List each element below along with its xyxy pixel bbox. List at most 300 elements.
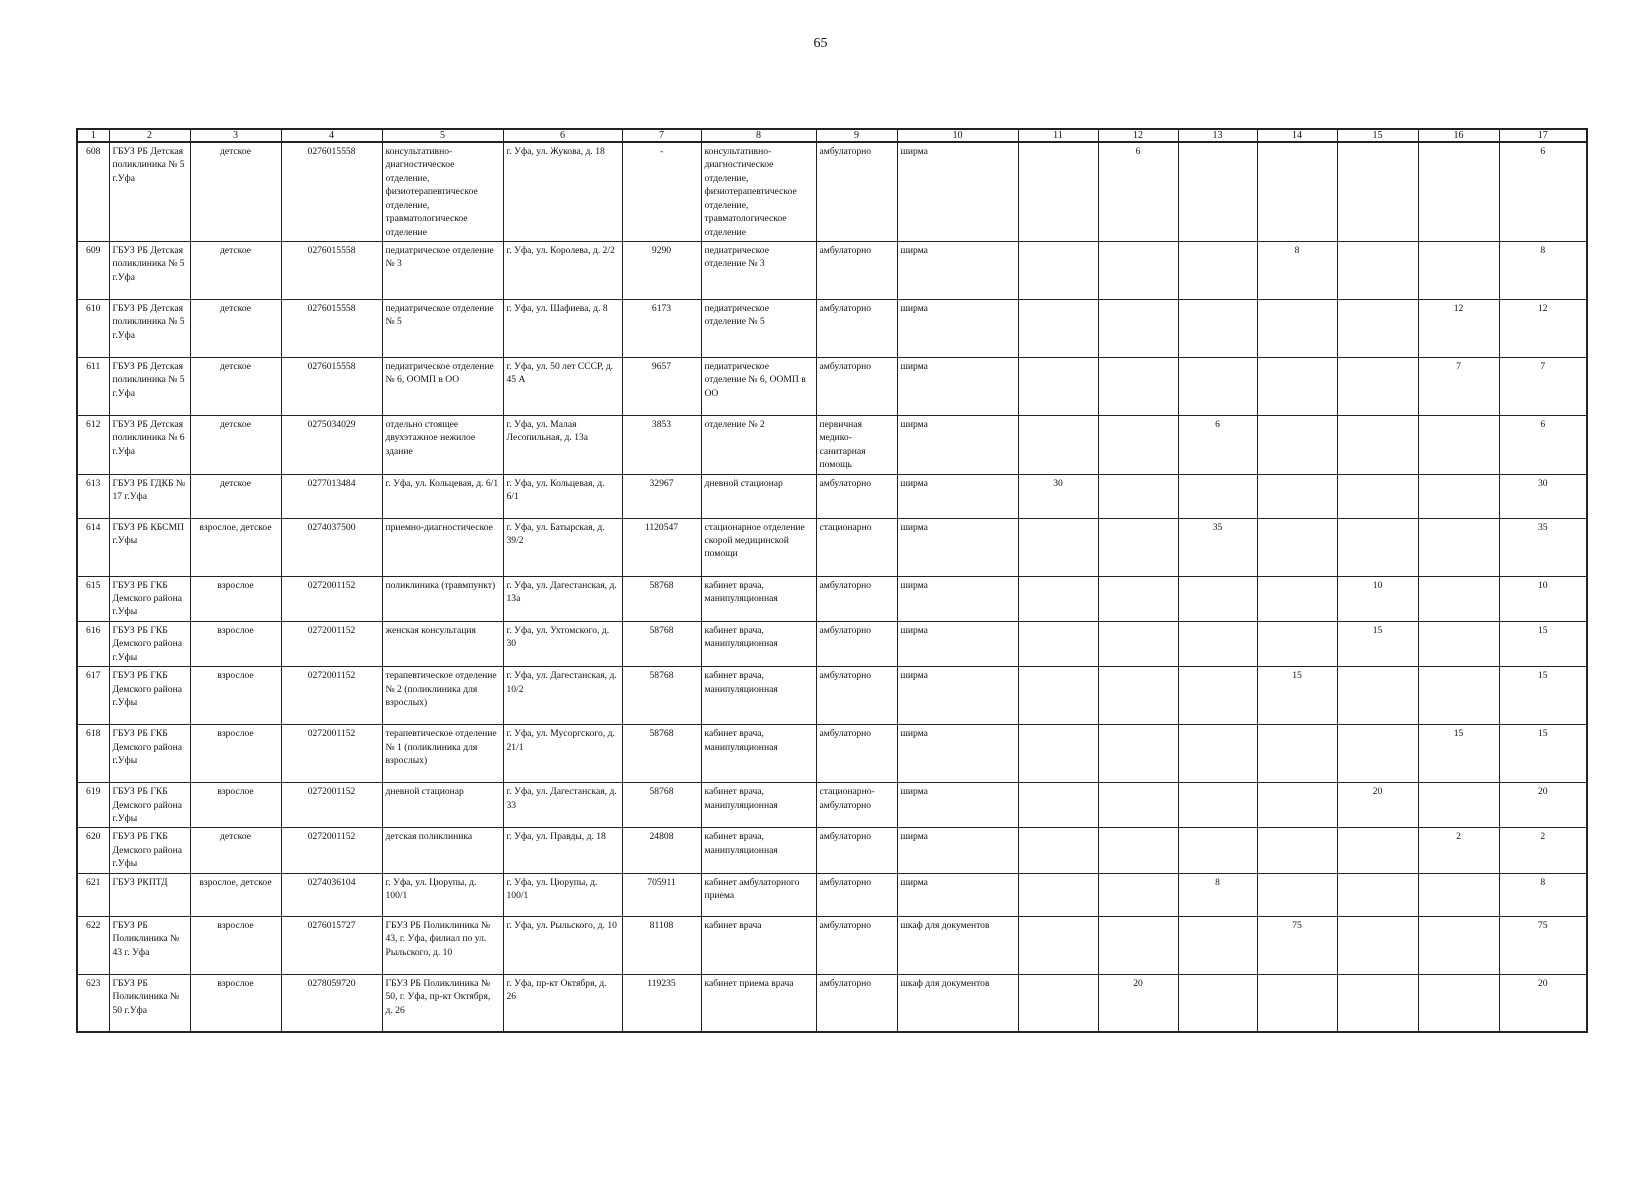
cell-category: детское: [190, 828, 281, 873]
cell-area: 58768: [622, 576, 701, 621]
cell-area: 9290: [622, 241, 701, 299]
cell-col-15: [1337, 142, 1418, 241]
cell-col-16: 15: [1418, 725, 1499, 783]
cell-col-17: 8: [1499, 241, 1587, 299]
column-header-10: 10: [897, 129, 1018, 142]
cell-col-12: [1098, 576, 1178, 621]
cell-col-17: 7: [1499, 357, 1587, 415]
header-row: [77, 129, 1587, 142]
cell-unit: кабинет врача, манипуляционная: [701, 828, 816, 873]
cell-row-number: 610: [77, 299, 109, 357]
cell-col-14: [1257, 725, 1337, 783]
cell-care-mode: амбулаторно: [816, 873, 897, 916]
cell-area: 58768: [622, 621, 701, 666]
cell-col-14: 15: [1257, 667, 1337, 725]
cell-inn: 0272001152: [281, 667, 382, 725]
cell-col-15: [1337, 299, 1418, 357]
cell-care-mode: амбулаторно: [816, 621, 897, 666]
cell-address: г. Уфа, ул. Правды, д. 18: [503, 828, 622, 873]
cell-unit: кабинет врача, манипуляционная: [701, 667, 816, 725]
cell-col-11: [1018, 873, 1098, 916]
cell-unit: стационарное отделение скорой медицинской помощи: [701, 518, 816, 576]
cell-address: г. Уфа, ул. Жукова, д. 18: [503, 142, 622, 241]
cell-col-11: [1018, 241, 1098, 299]
cell-col-11: [1018, 916, 1098, 974]
table-body: [77, 142, 1587, 1032]
cell-col-11: [1018, 725, 1098, 783]
cell-col-17: 75: [1499, 916, 1587, 974]
cell-unit: кабинет врача, манипуляционная: [701, 783, 816, 828]
cell-category: детское: [190, 357, 281, 415]
table-row: [77, 357, 1587, 415]
cell-col-11: [1018, 828, 1098, 873]
cell-organization: ГБУЗ РБ ГКБ Демского района г.Уфы: [109, 576, 190, 621]
cell-care-mode: стационарно: [816, 518, 897, 576]
cell-col-15: [1337, 518, 1418, 576]
cell-address: г. Уфа, ул. Шафиева, д. 8: [503, 299, 622, 357]
cell-col-16: [1418, 621, 1499, 666]
cell-inn: 0278059720: [281, 974, 382, 1032]
cell-col-16: [1418, 142, 1499, 241]
cell-col-14: 8: [1257, 241, 1337, 299]
cell-organization: ГБУЗ РБ Поликлиника № 43 г. Уфа: [109, 916, 190, 974]
table-row: [77, 142, 1587, 241]
cell-unit: кабинет приема врача: [701, 974, 816, 1032]
cell-unit: кабинет амбулаторного приема: [701, 873, 816, 916]
cell-col-14: [1257, 142, 1337, 241]
cell-row-number: 617: [77, 667, 109, 725]
cell-division: поликлиника (травмпункт): [382, 576, 503, 621]
cell-col-14: 75: [1257, 916, 1337, 974]
cell-organization: ГБУЗ РБ ГКБ Демского района г.Уфы: [109, 621, 190, 666]
table-row: [77, 783, 1587, 828]
table-row: [77, 415, 1587, 474]
page-number: 65: [813, 36, 828, 51]
column-header-8: 8: [701, 129, 816, 142]
cell-organization: ГБУЗ РБ ГКБ Демского района г.Уфы: [109, 783, 190, 828]
cell-care-mode: амбулаторно: [816, 667, 897, 725]
cell-address: г. Уфа, ул. Дагестанская, д. 13а: [503, 576, 622, 621]
cell-equipment-item: ширма: [897, 667, 1018, 725]
table-row: [77, 667, 1587, 725]
cell-row-number: 613: [77, 474, 109, 518]
cell-col-14: [1257, 576, 1337, 621]
cell-inn: 0272001152: [281, 621, 382, 666]
cell-inn: 0272001152: [281, 576, 382, 621]
cell-col-12: [1098, 474, 1178, 518]
cell-col-11: 30: [1018, 474, 1098, 518]
cell-equipment-item: ширма: [897, 357, 1018, 415]
cell-address: г. Уфа, ул. Дагестанская, д. 10/2: [503, 667, 622, 725]
cell-equipment-item: ширма: [897, 241, 1018, 299]
cell-area: 1120547: [622, 518, 701, 576]
table-row: [77, 621, 1587, 666]
cell-address: г. Уфа, ул. Цюрупы, д. 100/1: [503, 873, 622, 916]
cell-col-17: 15: [1499, 621, 1587, 666]
column-header-6: 6: [503, 129, 622, 142]
table-row: [77, 916, 1587, 974]
cell-col-17: 12: [1499, 299, 1587, 357]
cell-col-13: [1178, 783, 1257, 828]
cell-category: взрослое, детское: [190, 873, 281, 916]
cell-row-number: 616: [77, 621, 109, 666]
cell-inn: 0276015558: [281, 299, 382, 357]
cell-col-15: 10: [1337, 576, 1418, 621]
cell-inn: 0275034029: [281, 415, 382, 474]
cell-care-mode: стационарно-амбулаторно: [816, 783, 897, 828]
table-row: [77, 474, 1587, 518]
column-header-13: 13: [1178, 129, 1257, 142]
cell-area: 119235: [622, 974, 701, 1032]
cell-col-15: [1337, 357, 1418, 415]
cell-col-16: [1418, 873, 1499, 916]
cell-row-number: 623: [77, 974, 109, 1032]
cell-care-mode: амбулаторно: [816, 974, 897, 1032]
cell-organization: ГБУЗ РБ Детская поликлиника № 5 г.Уфа: [109, 241, 190, 299]
cell-col-16: [1418, 415, 1499, 474]
cell-division: консультативно-диагностическое отделение, физиотерапевтическое отделение, травматологическое отделение: [382, 142, 503, 241]
cell-organization: ГБУЗ РБ КБСМП г.Уфы: [109, 518, 190, 576]
cell-division: ГБУЗ РБ Поликлиника № 50, г. Уфа, пр-кт Октября, д. 26: [382, 974, 503, 1032]
cell-col-16: [1418, 783, 1499, 828]
cell-col-15: [1337, 916, 1418, 974]
cell-care-mode: амбулаторно: [816, 142, 897, 241]
cell-row-number: 614: [77, 518, 109, 576]
cell-address: г. Уфа, ул. Рыльского, д. 10: [503, 916, 622, 974]
cell-col-14: [1257, 415, 1337, 474]
cell-col-16: [1418, 974, 1499, 1032]
cell-care-mode: амбулаторно: [816, 474, 897, 518]
cell-inn: 0272001152: [281, 725, 382, 783]
cell-equipment-item: ширма: [897, 576, 1018, 621]
cell-inn: 0274036104: [281, 873, 382, 916]
cell-col-12: [1098, 357, 1178, 415]
cell-col-13: [1178, 474, 1257, 518]
cell-organization: ГБУЗ РБ ГКБ Демского района г.Уфы: [109, 667, 190, 725]
cell-col-17: 6: [1499, 142, 1587, 241]
cell-col-15: [1337, 415, 1418, 474]
cell-organization: ГБУЗ РБ ГДКБ № 17 г.Уфа: [109, 474, 190, 518]
cell-col-14: [1257, 474, 1337, 518]
cell-category: взрослое: [190, 621, 281, 666]
cell-row-number: 609: [77, 241, 109, 299]
cell-care-mode: амбулаторно: [816, 357, 897, 415]
cell-col-12: [1098, 828, 1178, 873]
column-header-11: 11: [1018, 129, 1098, 142]
cell-col-16: 2: [1418, 828, 1499, 873]
cell-category: детское: [190, 415, 281, 474]
cell-address: г. Уфа, ул. Кольцевая, д. 6/1: [503, 474, 622, 518]
cell-col-13: [1178, 916, 1257, 974]
cell-division: женская консультация: [382, 621, 503, 666]
cell-col-17: 35: [1499, 518, 1587, 576]
cell-col-12: 6: [1098, 142, 1178, 241]
table-row: [77, 241, 1587, 299]
cell-col-13: [1178, 142, 1257, 241]
cell-organization: ГБУЗ РКПТД: [109, 873, 190, 916]
cell-col-13: [1178, 576, 1257, 621]
cell-col-14: [1257, 621, 1337, 666]
cell-unit: дневной стационар: [701, 474, 816, 518]
table-row: [77, 828, 1587, 873]
cell-inn: 0276015558: [281, 241, 382, 299]
cell-col-15: [1337, 725, 1418, 783]
cell-care-mode: амбулаторно: [816, 725, 897, 783]
cell-unit: кабинет врача, манипуляционная: [701, 621, 816, 666]
cell-address: г. Уфа, ул. Малая Лесопильная, д. 13а: [503, 415, 622, 474]
cell-row-number: 622: [77, 916, 109, 974]
cell-col-17: 30: [1499, 474, 1587, 518]
cell-address: г. Уфа, ул. Батырская, д. 39/2: [503, 518, 622, 576]
cell-col-16: 7: [1418, 357, 1499, 415]
cell-col-12: [1098, 241, 1178, 299]
cell-division: г. Уфа, ул. Цюрупы, д. 100/1: [382, 873, 503, 916]
cell-area: 3853: [622, 415, 701, 474]
cell-col-14: [1257, 518, 1337, 576]
cell-organization: ГБУЗ РБ Детская поликлиника № 5 г.Уфа: [109, 299, 190, 357]
column-header-5: 5: [382, 129, 503, 142]
cell-address: г. Уфа, ул. Ухтомского, д. 30: [503, 621, 622, 666]
cell-col-11: [1018, 357, 1098, 415]
cell-unit: кабинет врача, манипуляционная: [701, 725, 816, 783]
cell-row-number: 618: [77, 725, 109, 783]
column-header-3: 3: [190, 129, 281, 142]
cell-care-mode: амбулаторно: [816, 916, 897, 974]
cell-category: взрослое: [190, 667, 281, 725]
cell-col-12: [1098, 667, 1178, 725]
cell-division: педиатрическое отделение № 3: [382, 241, 503, 299]
cell-unit: кабинет врача: [701, 916, 816, 974]
cell-organization: ГБУЗ РБ Детская поликлиника № 6 г.Уфа: [109, 415, 190, 474]
cell-col-13: [1178, 299, 1257, 357]
cell-col-14: [1257, 828, 1337, 873]
cell-col-11: [1018, 518, 1098, 576]
cell-col-12: [1098, 725, 1178, 783]
cell-unit: отделение № 2: [701, 415, 816, 474]
cell-col-14: [1257, 974, 1337, 1032]
cell-organization: ГБУЗ РБ ГКБ Демского района г.Уфы: [109, 828, 190, 873]
cell-equipment-item: ширма: [897, 621, 1018, 666]
cell-col-15: [1337, 873, 1418, 916]
cell-inn: 0272001152: [281, 783, 382, 828]
cell-col-12: [1098, 415, 1178, 474]
cell-col-13: 8: [1178, 873, 1257, 916]
cell-col-15: 15: [1337, 621, 1418, 666]
cell-address: г. Уфа, ул. Королева, д. 2/2: [503, 241, 622, 299]
cell-category: взрослое: [190, 974, 281, 1032]
cell-col-11: [1018, 783, 1098, 828]
cell-area: 6173: [622, 299, 701, 357]
cell-col-12: [1098, 783, 1178, 828]
cell-organization: ГБУЗ РБ Детская поликлиника № 5 г.Уфа: [109, 357, 190, 415]
cell-col-13: [1178, 621, 1257, 666]
cell-equipment-item: ширма: [897, 474, 1018, 518]
cell-col-16: [1418, 241, 1499, 299]
cell-row-number: 611: [77, 357, 109, 415]
cell-row-number: 608: [77, 142, 109, 241]
cell-inn: 0276015558: [281, 357, 382, 415]
cell-care-mode: первичная медико-санитарная помощь: [816, 415, 897, 474]
cell-division: дневной стационар: [382, 783, 503, 828]
cell-organization: ГБУЗ РБ Поликлиника № 50 г.Уфа: [109, 974, 190, 1032]
cell-division: приемно-диагностическое: [382, 518, 503, 576]
table-row: [77, 576, 1587, 621]
cell-division: педиатрическое отделение № 5: [382, 299, 503, 357]
cell-area: 58768: [622, 667, 701, 725]
cell-col-12: [1098, 873, 1178, 916]
cell-unit: кабинет врача, манипуляционная: [701, 576, 816, 621]
cell-col-14: [1257, 299, 1337, 357]
cell-unit: педиатрическое отделение № 5: [701, 299, 816, 357]
cell-col-16: [1418, 518, 1499, 576]
cell-category: взрослое: [190, 576, 281, 621]
column-header-9: 9: [816, 129, 897, 142]
cell-col-16: [1418, 474, 1499, 518]
cell-col-13: 35: [1178, 518, 1257, 576]
table-row: [77, 299, 1587, 357]
table-row: [77, 725, 1587, 783]
cell-col-15: [1337, 974, 1418, 1032]
cell-care-mode: амбулаторно: [816, 241, 897, 299]
cell-row-number: 615: [77, 576, 109, 621]
column-header-1: 1: [77, 129, 109, 142]
cell-col-11: [1018, 142, 1098, 241]
equipment-table: [76, 128, 1588, 1033]
cell-division: педиатрическое отделение № 6, ООМП в ОО: [382, 357, 503, 415]
cell-col-11: [1018, 299, 1098, 357]
table-row: [77, 873, 1587, 916]
cell-col-12: 20: [1098, 974, 1178, 1032]
cell-col-12: [1098, 621, 1178, 666]
cell-col-17: 15: [1499, 725, 1587, 783]
cell-equipment-item: ширма: [897, 415, 1018, 474]
cell-col-13: 6: [1178, 415, 1257, 474]
cell-col-13: [1178, 667, 1257, 725]
cell-category: детское: [190, 299, 281, 357]
cell-col-13: [1178, 828, 1257, 873]
cell-category: взрослое, детское: [190, 518, 281, 576]
cell-col-12: [1098, 916, 1178, 974]
column-header-12: 12: [1098, 129, 1178, 142]
cell-col-17: 6: [1499, 415, 1587, 474]
cell-division: ГБУЗ РБ Поликлиника № 43, г. Уфа, филиал по ул. Рыльского, д. 10: [382, 916, 503, 974]
cell-division: детская поликлиника: [382, 828, 503, 873]
cell-row-number: 620: [77, 828, 109, 873]
cell-col-15: [1337, 474, 1418, 518]
cell-equipment-item: шкаф для документов: [897, 974, 1018, 1032]
cell-area: 705911: [622, 873, 701, 916]
column-header-14: 14: [1257, 129, 1337, 142]
cell-category: взрослое: [190, 725, 281, 783]
cell-col-15: [1337, 667, 1418, 725]
cell-col-11: [1018, 415, 1098, 474]
cell-inn: 0274037500: [281, 518, 382, 576]
cell-col-14: [1257, 783, 1337, 828]
cell-unit: консультативно-диагностическое отделение, физиотерапевтическое отделение, травматологическое отделение: [701, 142, 816, 241]
cell-col-17: 8: [1499, 873, 1587, 916]
cell-equipment-item: ширма: [897, 142, 1018, 241]
column-header-4: 4: [281, 129, 382, 142]
column-header-17: 17: [1499, 129, 1587, 142]
cell-category: детское: [190, 474, 281, 518]
cell-equipment-item: ширма: [897, 299, 1018, 357]
cell-col-16: [1418, 667, 1499, 725]
cell-col-15: 20: [1337, 783, 1418, 828]
cell-division: отдельно стоящее двухэтажное нежилое здание: [382, 415, 503, 474]
cell-category: взрослое: [190, 783, 281, 828]
cell-row-number: 621: [77, 873, 109, 916]
cell-col-17: 10: [1499, 576, 1587, 621]
cell-unit: педиатрическое отделение № 6, ООМП в ОО: [701, 357, 816, 415]
cell-col-11: [1018, 667, 1098, 725]
table-row: [77, 518, 1587, 576]
cell-col-15: [1337, 828, 1418, 873]
cell-col-14: [1257, 873, 1337, 916]
cell-col-12: [1098, 299, 1178, 357]
column-header-16: 16: [1418, 129, 1499, 142]
cell-col-17: 20: [1499, 783, 1587, 828]
cell-inn: 0272001152: [281, 828, 382, 873]
cell-col-15: [1337, 241, 1418, 299]
cell-division: терапевтическое отделение № 2 (поликлиника для взрослых): [382, 667, 503, 725]
cell-care-mode: амбулаторно: [816, 299, 897, 357]
cell-col-16: [1418, 916, 1499, 974]
cell-area: 9657: [622, 357, 701, 415]
column-header-2: 2: [109, 129, 190, 142]
cell-col-17: 20: [1499, 974, 1587, 1032]
table-row: [77, 974, 1587, 1032]
cell-equipment-item: ширма: [897, 873, 1018, 916]
cell-care-mode: амбулаторно: [816, 828, 897, 873]
cell-row-number: 612: [77, 415, 109, 474]
cell-col-16: [1418, 576, 1499, 621]
cell-col-17: 15: [1499, 667, 1587, 725]
cell-col-14: [1257, 357, 1337, 415]
cell-division: терапевтическое отделение № 1 (поликлиника для взрослых): [382, 725, 503, 783]
cell-row-number: 619: [77, 783, 109, 828]
cell-col-11: [1018, 576, 1098, 621]
cell-organization: ГБУЗ РБ ГКБ Демского района г.Уфы: [109, 725, 190, 783]
cell-area: -: [622, 142, 701, 241]
cell-inn: 0277013484: [281, 474, 382, 518]
column-header-7: 7: [622, 129, 701, 142]
cell-col-16: 12: [1418, 299, 1499, 357]
cell-equipment-item: ширма: [897, 783, 1018, 828]
cell-address: г. Уфа, ул. Дагестанская, д. 33: [503, 783, 622, 828]
cell-address: г. Уфа, ул. Мусоргского, д. 21/1: [503, 725, 622, 783]
cell-area: 32967: [622, 474, 701, 518]
cell-area: 81108: [622, 916, 701, 974]
cell-equipment-item: ширма: [897, 725, 1018, 783]
cell-area: 58768: [622, 725, 701, 783]
cell-division: г. Уфа, ул. Кольцевая, д. 6/1: [382, 474, 503, 518]
cell-col-17: 2: [1499, 828, 1587, 873]
cell-area: 58768: [622, 783, 701, 828]
cell-unit: педиатрическое отделение № 3: [701, 241, 816, 299]
cell-col-11: [1018, 621, 1098, 666]
cell-col-13: [1178, 725, 1257, 783]
cell-col-11: [1018, 974, 1098, 1032]
cell-inn: 0276015558: [281, 142, 382, 241]
cell-col-13: [1178, 357, 1257, 415]
cell-address: г. Уфа, ул. 50 лет СССР, д. 45 А: [503, 357, 622, 415]
cell-equipment-item: ширма: [897, 518, 1018, 576]
cell-category: детское: [190, 241, 281, 299]
cell-col-12: [1098, 518, 1178, 576]
cell-col-13: [1178, 974, 1257, 1032]
cell-equipment-item: ширма: [897, 828, 1018, 873]
cell-inn: 0276015727: [281, 916, 382, 974]
